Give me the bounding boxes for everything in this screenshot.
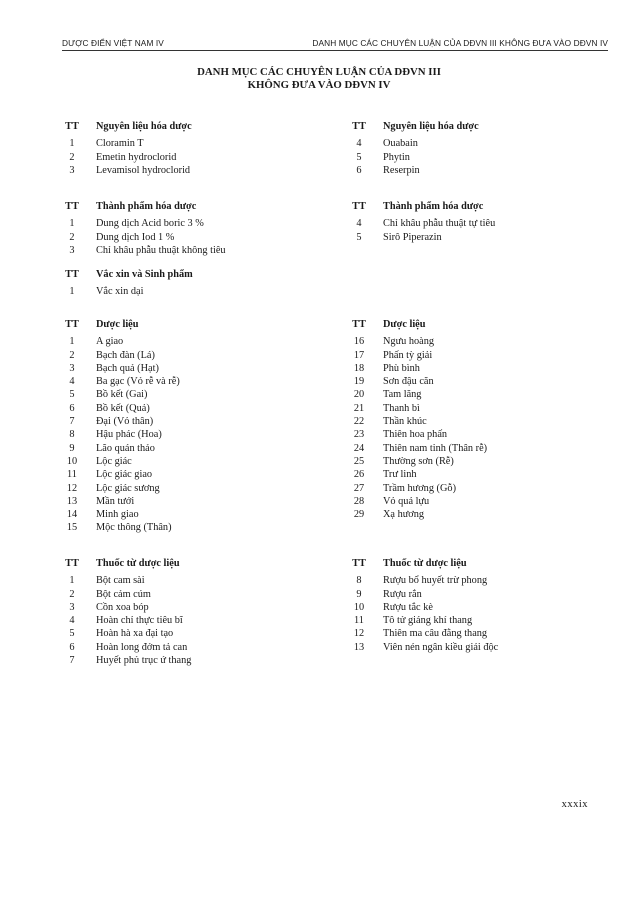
item-number: 10 [66,455,78,467]
item-number: 7 [69,655,75,667]
item-number: 27 [353,482,365,494]
item-name: Trầm hương (Gỗ) [383,482,456,494]
section-heading-text: Vắc xin và Sinh phẩm [96,269,193,280]
item-name: Viên nén ngân kiều giải độc [383,641,499,653]
section-heading-text: Dược liệu [383,319,426,330]
page-title [0,66,638,92]
item-number: 12 [353,628,365,640]
item-name: Levamisol hydroclorid [96,164,191,176]
item-number: 16 [353,336,365,348]
item-number: 1 [69,218,75,230]
item-number: 1 [69,138,75,150]
item-name: Tô tử giáng khí thang [383,615,473,627]
item-name: Trư linh [383,469,417,481]
item-number: 9 [356,588,362,600]
item-number: 2 [69,588,75,600]
item-number: 3 [69,164,75,176]
column-tt-label: TT [65,121,79,132]
item-name: Hoàn long đởm tả can [96,641,188,653]
item-number: 3 [69,244,75,256]
item-number: 2 [69,231,75,243]
item-name: Rượu rắn [383,588,422,600]
column-tt-label: TT [65,319,79,330]
column-tt-label: TT [352,121,366,132]
item-name: A giao [96,336,124,348]
header-left: DƯỢC ĐIỂN VIỆT NAM IV [62,38,164,48]
item-number: 9 [69,442,75,454]
item-number: 5 [356,151,362,163]
item-name: Minh giao [96,509,139,521]
item-name: Ngưu hoàng [383,336,435,348]
header-right: DANH MỤC CÁC CHUYÊN LUẬN CỦA DĐVN III KHÔNG ĐƯA VÀO DĐVN IV [312,38,608,48]
item-name: Lão quán thảo [96,442,155,454]
item-number: 3 [69,362,75,374]
item-number: 4 [69,376,75,388]
item-name: Bạch quả (Hạt) [96,362,159,374]
item-name: Sirô Piperazin [383,231,442,243]
item-number: 1 [69,575,75,587]
item-number: 11 [354,615,364,627]
item-name: Cloramin T [96,138,144,150]
item-number: 4 [69,615,75,627]
section-heading-text: Dược liệu [96,319,139,330]
item-number: 23 [353,429,365,441]
item-name: Lộc giác sương [96,482,160,494]
column-tt-label: TT [352,558,366,569]
section-heading-text: Thuốc từ dược liệu [96,558,180,569]
item-number: 28 [353,495,365,507]
item-number: 1 [69,286,75,298]
item-name: Bạch đàn (Lá) [96,349,155,361]
item-number: 6 [69,641,75,653]
item-name: Xạ hương [383,509,425,521]
item-name: Thiên ma câu đằng thang [383,628,488,640]
item-number: 6 [69,402,75,414]
section-heading-text: Thành phẩm hóa dược [383,201,484,212]
item-number: 5 [69,389,75,401]
item-number: 2 [69,151,75,163]
item-number: 18 [353,362,365,374]
item-name: Chỉ khâu phẫu thuật không tiêu [96,244,226,256]
item-name: Emetin hydroclorid [96,151,177,163]
item-name: Lộc giác giao [96,469,153,481]
item-name: Bồ kết (Quả) [96,402,150,414]
item-number: 20 [353,389,365,401]
item-number: 22 [353,416,365,428]
item-name: Dung dịch Iod 1 % [96,231,175,243]
item-number: 2 [69,349,75,361]
item-number: 19 [353,376,365,388]
item-number: 10 [353,601,365,613]
item-name: Mần tưới [96,495,135,507]
section-heading-text: Thuốc từ dược liệu [383,558,467,569]
item-number: 7 [69,416,75,428]
item-number: 26 [353,469,365,481]
item-name: Dung dịch Acid boric 3 % [96,218,204,230]
column-tt-label: TT [352,319,366,330]
title-line-1: DANH MỤC CÁC CHUYÊN LUẬN CỦA DĐVN III [197,66,441,78]
running-header [62,36,608,51]
item-name: Hoàn hà xa đại tạo [96,628,174,640]
item-number: 8 [356,575,362,587]
item-number: 4 [356,218,362,230]
item-name: Mộc thông (Thân) [96,522,172,534]
item-number: 8 [69,429,75,441]
item-number: 21 [353,402,365,414]
item-number: 13 [353,641,365,653]
item-number: 14 [66,509,78,521]
item-name: Thanh bì [383,402,420,414]
page-number: xxxix [561,799,588,810]
section-heading-text: Nguyên liệu hóa dược [96,121,192,132]
item-number: 6 [356,164,362,176]
item-name: Vắc xin dại [96,286,144,298]
section-heading-text: Nguyên liệu hóa dược [383,121,479,132]
item-number: 4 [356,138,362,150]
item-name: Bột cam sài [96,575,145,587]
item-name: Bồ kết (Gai) [96,389,148,401]
item-number: 15 [66,522,78,534]
item-number: 5 [69,628,75,640]
item-number: 29 [353,509,365,521]
item-name: Hậu phác (Hoa) [96,429,162,441]
item-number: 5 [356,231,362,243]
item-name: Phù bình [383,362,420,374]
item-name: Ouabain [383,138,418,150]
item-number: 17 [353,349,365,361]
section-heading-text: Thành phẩm hóa dược [96,201,197,212]
item-name: Hoàn chỉ thực tiêu bĩ [96,615,183,627]
item-number: 11 [67,469,77,481]
item-name: Sơn đậu căn [383,376,434,388]
item-name: Rượu tắc kè [383,601,433,613]
item-name: Ba gạc (Vỏ rễ và rễ) [96,376,180,388]
item-number: 12 [66,482,78,494]
item-number: 25 [353,455,365,467]
column-tt-label: TT [352,201,366,212]
item-name: Rượu bổ huyết trừ phong [383,575,488,587]
item-name: Phấn tỳ giải [383,349,433,361]
column-tt-label: TT [65,269,79,280]
item-number: 13 [66,495,78,507]
item-name: Tam lăng [383,389,422,401]
item-number: 1 [69,336,75,348]
item-name: Lộc giác [96,455,132,467]
column-tt-label: TT [65,201,79,212]
item-name: Reserpin [383,164,420,176]
item-name: Huyết phủ trục ứ thang [96,655,192,667]
item-name: Phytin [383,151,410,163]
item-name: Chỉ khâu phẫu thuật tự tiêu [383,218,496,230]
item-number: 3 [69,601,75,613]
item-name: Bột cảm cúm [96,588,151,600]
item-name: Thường sơn (Rễ) [383,455,454,467]
item-name: Thiên nam tinh (Thân rễ) [383,442,488,454]
title-line-2: KHÔNG ĐƯA VÀO DĐVN IV [247,79,391,91]
item-name: Cồn xoa bóp [96,601,149,613]
column-tt-label: TT [65,558,79,569]
item-name: Thiên hoa phấn [383,429,448,441]
item-name: Thần khúc [383,416,427,428]
item-number: 24 [353,442,365,454]
item-name: Đại (Vỏ thân) [96,416,154,428]
item-name: Vỏ quả lựu [383,495,430,507]
